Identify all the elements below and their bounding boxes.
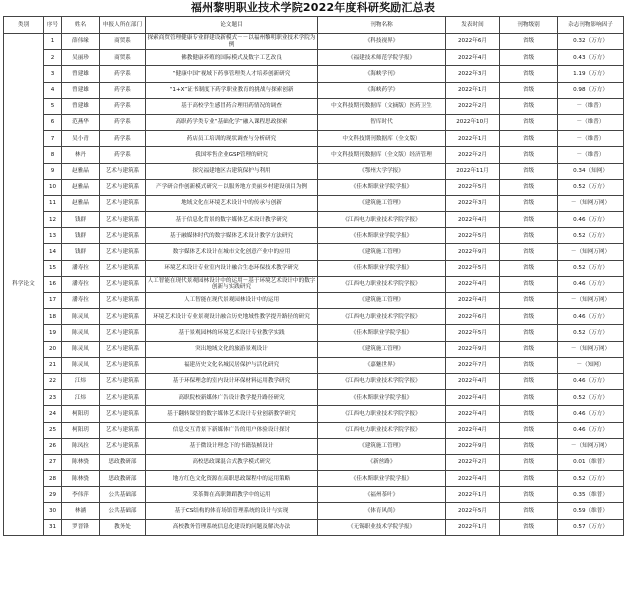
header-row: [4, 17, 624, 34]
row-paper-title: 产学研合作创新模式研究－以服务地方美丽乡村建设项目为例: [146, 179, 318, 195]
row-level: 省级: [500, 341, 558, 357]
row-dept: 商贸系: [100, 50, 146, 66]
row-name: 陈凤拉: [62, 438, 100, 454]
row-impact: －（知网万网）: [558, 293, 624, 309]
row-dept: 艺术与建筑系: [100, 341, 146, 357]
row-dept: 艺术与建筑系: [100, 438, 146, 454]
row-date: 2022年1月: [446, 82, 500, 98]
table-row: [4, 293, 624, 309]
row-name: 江炜: [62, 390, 100, 406]
header-category: 类别: [4, 17, 44, 34]
table-row: [4, 34, 624, 50]
row-date: 2022年9月: [446, 438, 500, 454]
row-impact: 0.46（万方）: [558, 276, 624, 292]
row-journal: 《无锡职业技术学院学报》: [318, 519, 446, 535]
row-paper-title: 数字媒体艺术设计在城市文化创意产业中的应用: [146, 244, 318, 260]
row-no: 17: [44, 293, 62, 309]
table-row: [4, 179, 624, 195]
row-paper-title: “1+X”证书制度下药学职业教育的挑战与探索创新: [146, 82, 318, 98]
row-level: 省级: [500, 179, 558, 195]
row-level: 省级: [500, 325, 558, 341]
table-row: [4, 454, 624, 470]
table-row: [4, 390, 624, 406]
row-no: 13: [44, 228, 62, 244]
row-level: 省级: [500, 212, 558, 228]
row-date: 2022年4月: [446, 373, 500, 389]
row-impact: 0.57（万方）: [558, 519, 624, 535]
row-paper-title: 基于信息化背景的数字媒体艺术设计教学研究: [146, 212, 318, 228]
row-paper-title: 环境艺术设计专业室内设计融合生态环保技术教学研究: [146, 260, 318, 276]
row-dept: 商贸系: [100, 34, 146, 50]
row-impact: 0.52（万方）: [558, 260, 624, 276]
row-impact: 1.19（万方）: [558, 66, 624, 82]
row-name: 陈林骁: [62, 454, 100, 470]
table-row: [4, 422, 624, 438]
row-level: 省级: [500, 66, 558, 82]
table-row: [4, 82, 624, 98]
row-no: 8: [44, 147, 62, 163]
table-row: [4, 519, 624, 535]
row-name: 陈灵凤: [62, 357, 100, 373]
row-level: 省级: [500, 471, 558, 487]
row-impact: 0.32（万方）: [558, 34, 624, 50]
row-impact: －（知网万网）: [558, 438, 624, 454]
table-row: [4, 50, 624, 66]
row-journal: 《建筑施工管理》: [318, 341, 446, 357]
row-dept: 公共基础部: [100, 487, 146, 503]
row-level: 省级: [500, 82, 558, 98]
row-dept: 药学系: [100, 98, 146, 114]
row-level: 省级: [500, 422, 558, 438]
row-impact: 0.46（万方）: [558, 212, 624, 228]
row-journal: 《建筑施工管理》: [318, 195, 446, 211]
row-no: 25: [44, 422, 62, 438]
row-name: 陈灵凤: [62, 341, 100, 357]
row-date: 2022年7月: [446, 357, 500, 373]
row-dept: 药学系: [100, 131, 146, 147]
row-date: 2022年2月: [446, 454, 500, 470]
row-dept: 艺术与建筑系: [100, 309, 146, 325]
row-impact: －（知网）: [558, 357, 624, 373]
row-date: 2022年9月: [446, 244, 500, 260]
row-name: 柯阳玥: [62, 422, 100, 438]
row-impact: 0.43（万方）: [558, 50, 624, 66]
row-name: 陈灵凤: [62, 309, 100, 325]
row-journal: 智库时代: [318, 114, 446, 130]
row-paper-title: 基于翻转课堂的数字媒体艺术设计专业创新教学研究: [146, 406, 318, 422]
header-impact: 杂志刊物影响因子: [558, 17, 624, 34]
row-dept: 药学系: [100, 114, 146, 130]
row-impact: 0.52（万方）: [558, 228, 624, 244]
table-row: [4, 260, 624, 276]
table-row: [4, 276, 624, 292]
row-impact: 0.34（知网）: [558, 163, 624, 179]
row-no: 7: [44, 131, 62, 147]
row-impact: 0.46（万方）: [558, 309, 624, 325]
row-level: 省级: [500, 34, 558, 50]
row-no: 6: [44, 114, 62, 130]
row-name: 钱群: [62, 228, 100, 244]
row-level: 省级: [500, 293, 558, 309]
row-journal: 《江西电力职业技术学院学报》: [318, 212, 446, 228]
row-no: 9: [44, 163, 62, 179]
table-row: [4, 228, 624, 244]
row-dept: 艺术与建筑系: [100, 179, 146, 195]
row-no: 24: [44, 406, 62, 422]
row-paper-title: 基于高校学生感冒药合理用药情况的调查: [146, 98, 318, 114]
row-name: 钱群: [62, 244, 100, 260]
table-row: [4, 438, 624, 454]
row-no: 30: [44, 503, 62, 519]
row-level: 省级: [500, 390, 558, 406]
table-row: [4, 325, 624, 341]
row-level: 省级: [500, 519, 558, 535]
row-level: 省级: [500, 309, 558, 325]
row-level: 省级: [500, 260, 558, 276]
row-no: 19: [44, 325, 62, 341]
row-paper-title: 地域文化在环境艺术设计中的传承与创新: [146, 195, 318, 211]
row-name: 潘寿拉: [62, 293, 100, 309]
row-name: 赵雅晶: [62, 163, 100, 179]
row-journal: 《佳木斯职业学院学报》: [318, 179, 446, 195]
row-journal: 《建筑施工管理》: [318, 244, 446, 260]
table-row: [4, 341, 624, 357]
row-impact: 0.52（万方）: [558, 390, 624, 406]
row-no: 4: [44, 82, 62, 98]
row-paper-title: 基于景观园林的环境艺术设计专业教学实践: [146, 325, 318, 341]
row-date: 2022年9月: [446, 341, 500, 357]
row-dept: 艺术与建筑系: [100, 212, 146, 228]
row-date: 2022年4月: [446, 471, 500, 487]
row-impact: 0.52（万方）: [558, 179, 624, 195]
row-paper-title: 福建历史文化名城民居保护与活化研究: [146, 357, 318, 373]
row-no: 10: [44, 179, 62, 195]
row-journal: 《鄂州大学学报》: [318, 163, 446, 179]
row-paper-title: 基于微设计理念下的书籍装帧设计: [146, 438, 318, 454]
row-journal: 《体育风尚》: [318, 503, 446, 519]
table-row: [4, 357, 624, 373]
row-impact: －（维普）: [558, 131, 624, 147]
row-dept: 艺术与建筑系: [100, 260, 146, 276]
row-dept: 药学系: [100, 147, 146, 163]
row-level: 省级: [500, 454, 558, 470]
row-level: 省级: [500, 114, 558, 130]
row-name: 薛伟缘: [62, 34, 100, 50]
header-journal: 刊物名称: [318, 17, 446, 34]
row-date: 2022年2月: [446, 147, 500, 163]
row-name: 曾建雄: [62, 66, 100, 82]
row-dept: 艺术与建筑系: [100, 228, 146, 244]
row-impact: 0.52（万方）: [558, 325, 624, 341]
row-dept: 教务处: [100, 519, 146, 535]
row-dept: 药学系: [100, 66, 146, 82]
row-date: 2022年4月: [446, 293, 500, 309]
row-date: 2022年10月: [446, 114, 500, 130]
row-level: 省级: [500, 98, 558, 114]
row-impact: 0.46（万方）: [558, 422, 624, 438]
row-no: 23: [44, 390, 62, 406]
row-journal: 《海峡药学》: [318, 82, 446, 98]
row-dept: 艺术与建筑系: [100, 422, 146, 438]
row-name: 林丹: [62, 147, 100, 163]
row-no: 21: [44, 357, 62, 373]
row-journal: 《嘉魅世界》: [318, 357, 446, 373]
table-row: [4, 487, 624, 503]
row-dept: 思政教研部: [100, 471, 146, 487]
row-name: 陈灵凤: [62, 325, 100, 341]
header-title: 论文题目: [146, 17, 318, 34]
row-impact: 0.35（维普）: [558, 487, 624, 503]
row-paper-title: 人工智能在现代景观园林设计中的运用: [146, 293, 318, 309]
row-journal: 《江西电力职业技术学院学报》: [318, 406, 446, 422]
row-impact: 0.98（万方）: [558, 82, 624, 98]
row-journal: 《江西电力职业技术学院学报》: [318, 276, 446, 292]
table-row: [4, 309, 624, 325]
row-journal: 中文科技期刊数据库（全文版）: [318, 131, 446, 147]
table-row: [4, 373, 624, 389]
row-level: 省级: [500, 438, 558, 454]
row-no: 1: [44, 34, 62, 50]
row-date: 2022年4月: [446, 50, 500, 66]
row-name: 吴丽珍: [62, 50, 100, 66]
row-journal: 《江西电力职业技术学院学报》: [318, 422, 446, 438]
row-dept: 艺术与建筑系: [100, 163, 146, 179]
row-no: 12: [44, 212, 62, 228]
row-impact: －（知网万网）: [558, 195, 624, 211]
row-journal: 《福建技术师范学院学报》: [318, 50, 446, 66]
row-no: 26: [44, 438, 62, 454]
row-no: 5: [44, 98, 62, 114]
row-no: 15: [44, 260, 62, 276]
row-journal: 《佳木斯职业学院学报》: [318, 390, 446, 406]
row-impact: 0.52（万方）: [558, 471, 624, 487]
row-paper-title: 地方红色文化资源在高职思政课程中的运用策略: [146, 471, 318, 487]
row-level: 省级: [500, 228, 558, 244]
row-name: 潘寿拉: [62, 260, 100, 276]
row-paper-title: 我国零售企业GSP管理的研究: [146, 147, 318, 163]
awards-table: [3, 16, 624, 536]
row-journal: 《福州茶叶》: [318, 487, 446, 503]
row-dept: 艺术与建筑系: [100, 390, 146, 406]
row-date: 2022年6月: [446, 34, 500, 50]
row-name: 赵雅晶: [62, 195, 100, 211]
row-date: 2022年5月: [446, 228, 500, 244]
row-level: 省级: [500, 147, 558, 163]
row-dept: 公共基础部: [100, 503, 146, 519]
row-name: 陈林骁: [62, 471, 100, 487]
row-paper-title: 药店员工培训的现状调查与分析研究: [146, 131, 318, 147]
row-date: 2022年4月: [446, 406, 500, 422]
row-dept: 药学系: [100, 82, 146, 98]
row-no: 22: [44, 373, 62, 389]
table-row: [4, 163, 624, 179]
row-name: 曾建雄: [62, 98, 100, 114]
row-dept: 艺术与建筑系: [100, 276, 146, 292]
table-row: [4, 147, 624, 163]
row-level: 省级: [500, 163, 558, 179]
row-no: 27: [44, 454, 62, 470]
table-row: [4, 212, 624, 228]
row-name: 曾建雄: [62, 82, 100, 98]
row-dept: 艺术与建筑系: [100, 406, 146, 422]
row-journal: 《佳木斯职业学院学报》: [318, 260, 446, 276]
table-row: [4, 66, 624, 82]
table-row: [4, 131, 624, 147]
row-name: 范燕华: [62, 114, 100, 130]
row-level: 省级: [500, 373, 558, 389]
row-dept: 艺术与建筑系: [100, 195, 146, 211]
row-name: 柯阳玥: [62, 406, 100, 422]
row-dept: 艺术与建筑系: [100, 293, 146, 309]
row-paper-title: 基于环保理念的室内设计环保材料运用教学研究: [146, 373, 318, 389]
row-impact: －（维普）: [558, 114, 624, 130]
row-date: 2022年3月: [446, 66, 500, 82]
row-name: 林涵: [62, 503, 100, 519]
row-impact: －（维普）: [558, 98, 624, 114]
row-name: 吴小青: [62, 131, 100, 147]
row-journal: 《江西电力职业技术学院学报》: [318, 309, 446, 325]
row-journal: 《建筑施工管理》: [318, 438, 446, 454]
row-paper-title: 采茶舞在高职舞蹈教学中的运用: [146, 487, 318, 503]
table-row: [4, 114, 624, 130]
category-cell: 科学论文: [4, 34, 44, 536]
row-no: 20: [44, 341, 62, 357]
row-no: 11: [44, 195, 62, 211]
row-no: 16: [44, 276, 62, 292]
header-dept: 申报人所在部门: [100, 17, 146, 34]
row-date: 2022年5月: [446, 179, 500, 195]
row-dept: 艺术与建筑系: [100, 325, 146, 341]
row-date: 2022年2月: [446, 98, 500, 114]
row-paper-title: 高职院校新媒体广告设计教学提升路径研究: [146, 390, 318, 406]
row-date: 2022年5月: [446, 503, 500, 519]
row-level: 省级: [500, 406, 558, 422]
row-level: 省级: [500, 357, 558, 373]
row-journal: 中文科技期刊数据库（文摘版）医药卫生: [318, 98, 446, 114]
row-date: 2022年1月: [446, 487, 500, 503]
header-name: 姓名: [62, 17, 100, 34]
row-date: 2022年4月: [446, 422, 500, 438]
table-row: [4, 503, 624, 519]
row-paper-title: 人工智能在现代景观园林设计中的运用－基于环境艺术设计中的数字创新与实践研究: [146, 276, 318, 292]
row-level: 省级: [500, 487, 558, 503]
row-date: 2022年4月: [446, 390, 500, 406]
row-paper-title: 突出地域文化的旅游景观设计: [146, 341, 318, 357]
row-dept: 思政教研部: [100, 454, 146, 470]
row-paper-title: 高校教务管理系统信息化建设的问题及解决办法: [146, 519, 318, 535]
row-impact: 0.46（万方）: [558, 406, 624, 422]
table-row: [4, 471, 624, 487]
row-paper-title: 佛教健康养殖的国际模式及数字工艺改良: [146, 50, 318, 66]
row-paper-title: 信息交互背景下新媒体广告的用户体验设计探讨: [146, 422, 318, 438]
row-no: 29: [44, 487, 62, 503]
row-no: 18: [44, 309, 62, 325]
row-name: 李伟萍: [62, 487, 100, 503]
row-date: 2022年1月: [446, 131, 500, 147]
row-dept: 艺术与建筑系: [100, 244, 146, 260]
header-date: 发表时间: [446, 17, 500, 34]
row-level: 省级: [500, 276, 558, 292]
row-journal: 《新丝路》: [318, 454, 446, 470]
row-journal: 《海峡学刊》: [318, 66, 446, 82]
row-impact: －（知网万网）: [558, 244, 624, 260]
row-dept: 艺术与建筑系: [100, 357, 146, 373]
row-paper-title: 探究福建地区古建筑保护与利用: [146, 163, 318, 179]
row-impact: 0.01（维普）: [558, 454, 624, 470]
row-paper-title: 高校思政课混合式教学模式研究: [146, 454, 318, 470]
row-paper-title: 基于融媒体时代的数字媒体艺术设计教学方法研究: [146, 228, 318, 244]
row-level: 省级: [500, 131, 558, 147]
row-level: 省级: [500, 195, 558, 211]
header-level: 刊物级别: [500, 17, 558, 34]
row-no: 2: [44, 50, 62, 66]
row-paper-title: 探索商贸管理健康专业群建设新模式－－以福州黎明职业技术学院为例: [146, 34, 318, 50]
row-date: 2022年6月: [446, 309, 500, 325]
row-paper-title: 高职药学类专业“基础化学”融入课程思政探索: [146, 114, 318, 130]
row-no: 28: [44, 471, 62, 487]
table-row: [4, 406, 624, 422]
row-name: 钱群: [62, 212, 100, 228]
row-date: 2022年1月: [446, 519, 500, 535]
row-name: 潘寿拉: [62, 276, 100, 292]
row-impact: 0.46（万方）: [558, 373, 624, 389]
table-row: [4, 98, 624, 114]
row-paper-title: 基于CS结构的体育场馆管理系统的设计与实现: [146, 503, 318, 519]
header-no: 序号: [44, 17, 62, 34]
row-journal: 《佳木斯职业学院学报》: [318, 471, 446, 487]
row-journal: 《佳木斯职业学院学报》: [318, 325, 446, 341]
row-paper-title: 环境艺术设计专业景观设计融合历史地域性教学提升路径的研究: [146, 309, 318, 325]
row-no: 31: [44, 519, 62, 535]
page-title: 福州黎明职业技术学院2022年度科研奖励汇总表: [190, 1, 436, 14]
row-date: 2022年11月: [446, 163, 500, 179]
row-journal: 《佳木斯职业学院学报》: [318, 228, 446, 244]
row-name: 罗晋锋: [62, 519, 100, 535]
row-journal: 《建筑施工管理》: [318, 293, 446, 309]
row-impact: 0.59（维普）: [558, 503, 624, 519]
row-level: 省级: [500, 503, 558, 519]
row-no: 3: [44, 66, 62, 82]
row-name: 江炜: [62, 373, 100, 389]
row-date: 2022年5月: [446, 260, 500, 276]
row-impact: －（知网万网）: [558, 341, 624, 357]
row-name: 赵雅晶: [62, 179, 100, 195]
row-date: 2022年4月: [446, 276, 500, 292]
row-level: 省级: [500, 50, 558, 66]
row-dept: 艺术与建筑系: [100, 373, 146, 389]
row-journal: 中文科技期刊数据库（全文版）经济管理: [318, 147, 446, 163]
row-no: 14: [44, 244, 62, 260]
row-paper-title: “健康中国”视域下药事管理类人才培养创新研究: [146, 66, 318, 82]
row-journal: 《科技视界》: [318, 34, 446, 50]
row-journal: 《江西电力职业技术学院学报》: [318, 373, 446, 389]
row-level: 省级: [500, 244, 558, 260]
row-date: 2022年5月: [446, 325, 500, 341]
table-row: [4, 195, 624, 211]
row-date: 2022年3月: [446, 195, 500, 211]
row-date: 2022年4月: [446, 212, 500, 228]
row-impact: －（维普）: [558, 147, 624, 163]
table-body: [4, 34, 624, 536]
table-row: [4, 244, 624, 260]
